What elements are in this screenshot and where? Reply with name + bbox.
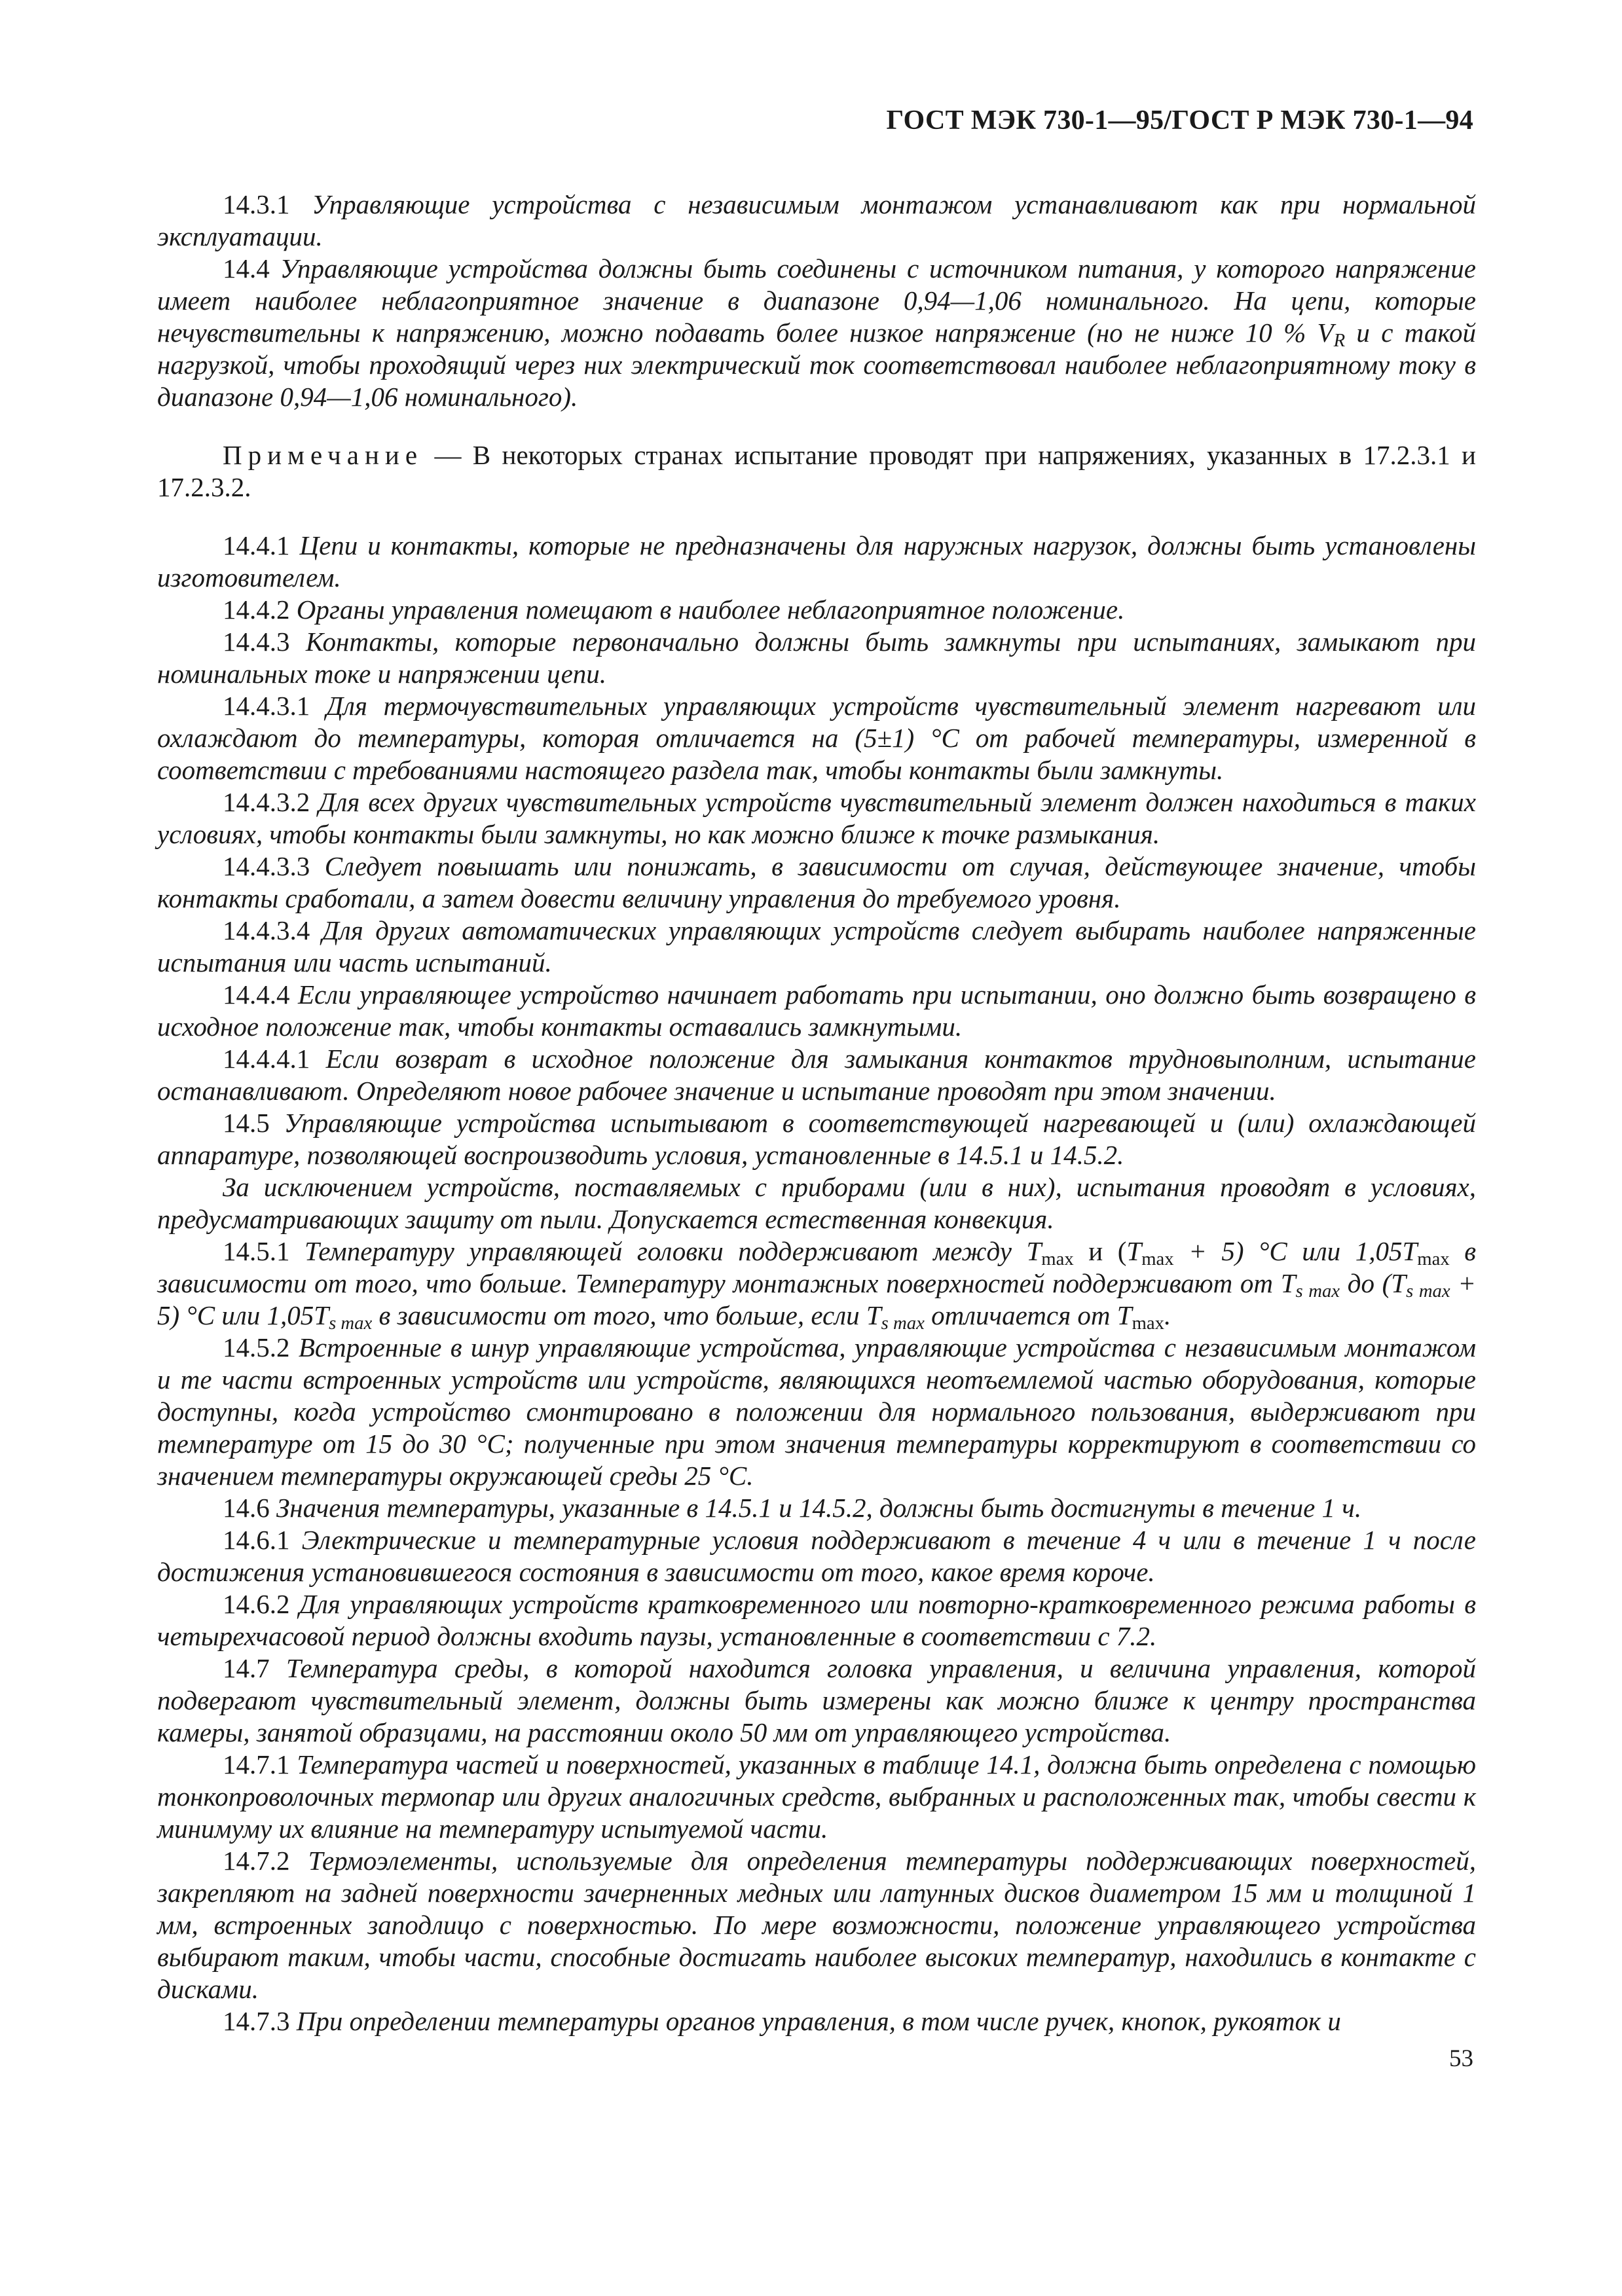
clause-text: Управляющие устройства должны быть соединены с источником питания, у которого напряжение имеет наиболее неблагоприятное значение в диапазоне 0,94—1,06 номинального. На цепи, которые нечувствительны к напряжению, можно подавать более низкое напряжение (но не ниже 10 % [157, 253, 1477, 348]
note [157, 439, 1476, 503]
clause-number: 14.4.3.1 [223, 691, 310, 721]
tmax-subscript: max [1417, 1248, 1450, 1270]
clause-number: 14.4.1 [223, 530, 290, 560]
note-text: — В некоторых странах испытание проводят при напряжениях, указанных в 17.2.3.1 и 17.2.3.2. [157, 440, 1476, 502]
clause-text: до ( [1340, 1268, 1392, 1298]
clause-14-7-1 [157, 1749, 1476, 1845]
clause-text: Для термочувствительных управляющих устройств чувствительный элемент нагревают или охлаждают до температуры, которая отличается на (5±1) °С от рабочей температуры, измеренной в соответствии с требованиями настоящего раздела так, чтобы контакты были замкнуты. [157, 691, 1476, 785]
clause-text: Цепи и контакты, которые не предназначены для наружных нагрузок, должны быть установлены изготовителем. [157, 530, 1476, 592]
tsmax-subscript: s max [1295, 1281, 1340, 1302]
clause-14-6-2 [157, 1588, 1476, 1652]
clause-text: Температура частей и поверхностей, указанных в таблице 14.1, должна быть определена с помощью тонкопроволочных термопар или других аналогичных средств, выбранных и расположенных так, чтобы свести к минимуму их влияние на температуру испытуемой части. [157, 1749, 1477, 1844]
clause-14-3-1 [157, 189, 1476, 253]
clause-number: 14.7 [223, 1653, 270, 1683]
clause-text: и ( [1073, 1236, 1127, 1266]
clause-number: 14.6.2 [223, 1589, 290, 1619]
clause-14-4-4-1 [157, 1043, 1476, 1107]
clause-text: Температура среды, в которой находится головка управления, и величина управления, которой подвергают чувствительный элемент, должны быть измерены как можно ближе к центру пространства камеры, занятой образцами, на расстоянии около 50 мм от управляющего устройства. [157, 1653, 1477, 1747]
clause-number: 14.4.2 [223, 594, 290, 625]
clause-text: . [1164, 1300, 1171, 1330]
clause-text: + 5) °С или 1,05 [1173, 1236, 1403, 1266]
tsmax-symbol: T [1280, 1268, 1296, 1298]
clause-14-5 [157, 1107, 1476, 1171]
clause-14-6-1 [157, 1524, 1476, 1588]
clause-14-4-2 [157, 594, 1476, 626]
clause-14-6 [157, 1492, 1476, 1524]
tmax-symbol: T [1126, 1236, 1142, 1266]
clause-14-4 [157, 253, 1476, 413]
clause-text: Управляющие устройства испытывают в соответствующей нагревающей и (или) охлаждающей аппаратуре, позволяющей воспроизводить условия, установленные в 14.5.1 и 14.5.2. [157, 1108, 1476, 1170]
clause-number: 14.6.1 [223, 1525, 290, 1555]
clause-text: Для управляющих устройств кратковременного или повторно-кратковременного режима работы в четырехчасовой период должны входить паузы, установленные в соответствии с 7.2. [157, 1589, 1476, 1651]
clause-14-4-1 [157, 530, 1476, 594]
clause-number: 14.4.4 [223, 979, 290, 1010]
tmax-subscript: max [1132, 1313, 1164, 1334]
clause-text: Для всех других чувствительных устройств чувствительный элемент должен находиться в таких условиях, чтобы контакты были замкнуты, но как можно ближе к точке размыкания. [157, 787, 1477, 849]
clause-number: 14.6 [223, 1493, 270, 1523]
clause-number: 14.7.2 [223, 1846, 290, 1876]
document-header: ГОСТ МЭК 730-1—95/ГОСТ Р МЭК 730-1—94 [886, 105, 1473, 136]
tmax-subscript: max [1041, 1248, 1074, 1270]
clause-14-7 [157, 1652, 1476, 1749]
clause-text: Значения температуры, указанные в 14.5.1 и 14.5.2, должны быть достигнуты в течение 1 ч. [276, 1493, 1362, 1523]
clause-14-7-3 [157, 2005, 1476, 2037]
clause-14-4-3-3 [157, 850, 1476, 915]
clause-text: При определении температуры органов управления, в том числе ручек, кнопок, рукояток и [296, 2006, 1341, 2036]
clause-14-4-3-2 [157, 786, 1476, 850]
tsmax-symbol: T [866, 1300, 881, 1330]
clause-14-7-2 [157, 1845, 1476, 2005]
clause-text: Следует повышать или понижать, в зависимости от случая, действующее значение, чтобы контакты сработали, а затем довести величину управления до требуемого уровня. [157, 851, 1476, 913]
clause-14-5-continuation [157, 1171, 1476, 1235]
clause-text: Если управляющее устройство начинает работать при испытании, оно должно быть возвращено в исходное положение так, чтобы контакты оставались замкнутыми. [157, 979, 1476, 1042]
clause-text: Если возврат в исходное положение для замыкания контактов трудновыполним, испытание останавливают. Определяют новое рабочее значение и испытание проводят при этом значении. [157, 1044, 1477, 1106]
clause-number: 14.7.3 [223, 2006, 290, 2036]
tmax-symbol: T [1026, 1236, 1042, 1266]
tsmax-subscript: s max [881, 1313, 925, 1334]
clause-number: 14.4.3.4 [223, 915, 310, 945]
clause-text: и с такой нагрузкой, чтобы проходящий через них электрический ток соответствовал наиболее неблагоприятному току в диапазоне 0,94—1,06 номинального). [157, 318, 1476, 412]
clause-text: Термоэлементы, используемые для определения температуры поддерживающих поверхностей, закрепляют на задней поверхности зачерненных медных или латунных дисков диаметром 15 мм и толщиной 1 мм, встроенных заподлицо с поверхностью. По мере возможности, положение управляющего устройства выбирают таким, чтобы части, способные достигать наиболее высоких температур, находились в контакте с дисками. [157, 1846, 1477, 2004]
clause-text: Органы управления помещают в наиболее неблагоприятное положение. [296, 594, 1125, 625]
clause-number: 14.5 [223, 1108, 270, 1138]
clause-text: Для других автоматических управляющих устройств следует выбирать наиболее напряженные испытания или часть испытаний. [157, 915, 1477, 977]
document-body [157, 189, 1476, 2037]
clause-text: За исключением устройств, поставляемых с приборами (или в них), испытания проводят в условиях, предусматривающих защиту от пыли. Допускается естественная конвекция. [157, 1172, 1476, 1234]
note-label: Примечание [223, 440, 424, 470]
clause-number: 14.7.1 [223, 1749, 290, 1779]
clause-14-5-1 [157, 1235, 1476, 1332]
clause-text: Температуру управляющей головки поддерживают между [304, 1236, 1027, 1266]
clause-number: 14.3.1 [223, 189, 290, 219]
clause-number: 14.4 [223, 253, 270, 283]
clause-14-4-3-1 [157, 690, 1476, 786]
clause-14-4-4 [157, 979, 1476, 1043]
clause-14-5-2 [157, 1332, 1476, 1492]
tsmax-symbol: T [1391, 1268, 1407, 1298]
clause-text: в зависимости от того, что больше. Температуру монтажных поверхностей поддерживают от [157, 1236, 1477, 1298]
clause-14-4-3-4 [157, 915, 1476, 979]
clause-text: + 5) °С или 1,05 [157, 1268, 1476, 1330]
tmax-symbol: T [1402, 1236, 1418, 1266]
clause-number: 14.4.3.2 [223, 787, 310, 817]
page-number: 53 [1449, 2045, 1473, 2072]
clause-number: 14.5.1 [223, 1236, 290, 1266]
tsmax-symbol: T [314, 1300, 329, 1330]
clause-text: Управляющие устройства с независимым монтажом устанавливают как при нормальной эксплуатации. [157, 189, 1476, 251]
clause-number: 14.4.3.3 [223, 851, 310, 881]
clause-text: отличается от [924, 1300, 1117, 1330]
tsmax-subscript: s max [1406, 1281, 1450, 1302]
voltage-symbol: V [1317, 318, 1334, 348]
clause-number: 14.5.2 [223, 1332, 290, 1362]
tsmax-subscript: s max [329, 1313, 373, 1334]
tmax-symbol: T [1116, 1300, 1132, 1330]
clause-text: Встроенные в шнур управляющие устройства, управляющие устройства с независимым монтажом и те части встроенных устройств или устройств, являющихся неотъемлемой частью оборудования, которые доступны, когда устройство смонтировано в положении для нормального пользования, выдерживают при температуре от 15 до 30 °С; полученные при этом значения температуры корректируют в соответствии со значением температуры окружающей среды 25 °С. [157, 1332, 1477, 1491]
voltage-subscript: R [1333, 330, 1346, 352]
clause-text: Контакты, которые первоначально должны быть замкнуты при испытаниях, замыкают при номинальных токе и напряжении цепи. [157, 627, 1477, 689]
clause-number: 14.4.3 [223, 627, 290, 657]
clause-text: Электрические и температурные условия поддерживают в течение 4 ч или в течение 1 ч после достижения установившегося состояния в зависимости от того, какое время короче. [157, 1525, 1477, 1587]
clause-14-4-3 [157, 626, 1476, 690]
clause-number: 14.4.4.1 [223, 1044, 310, 1074]
clause-text: в зависимости от того, что больше, если [372, 1300, 866, 1330]
tmax-subscript: max [1141, 1248, 1174, 1270]
